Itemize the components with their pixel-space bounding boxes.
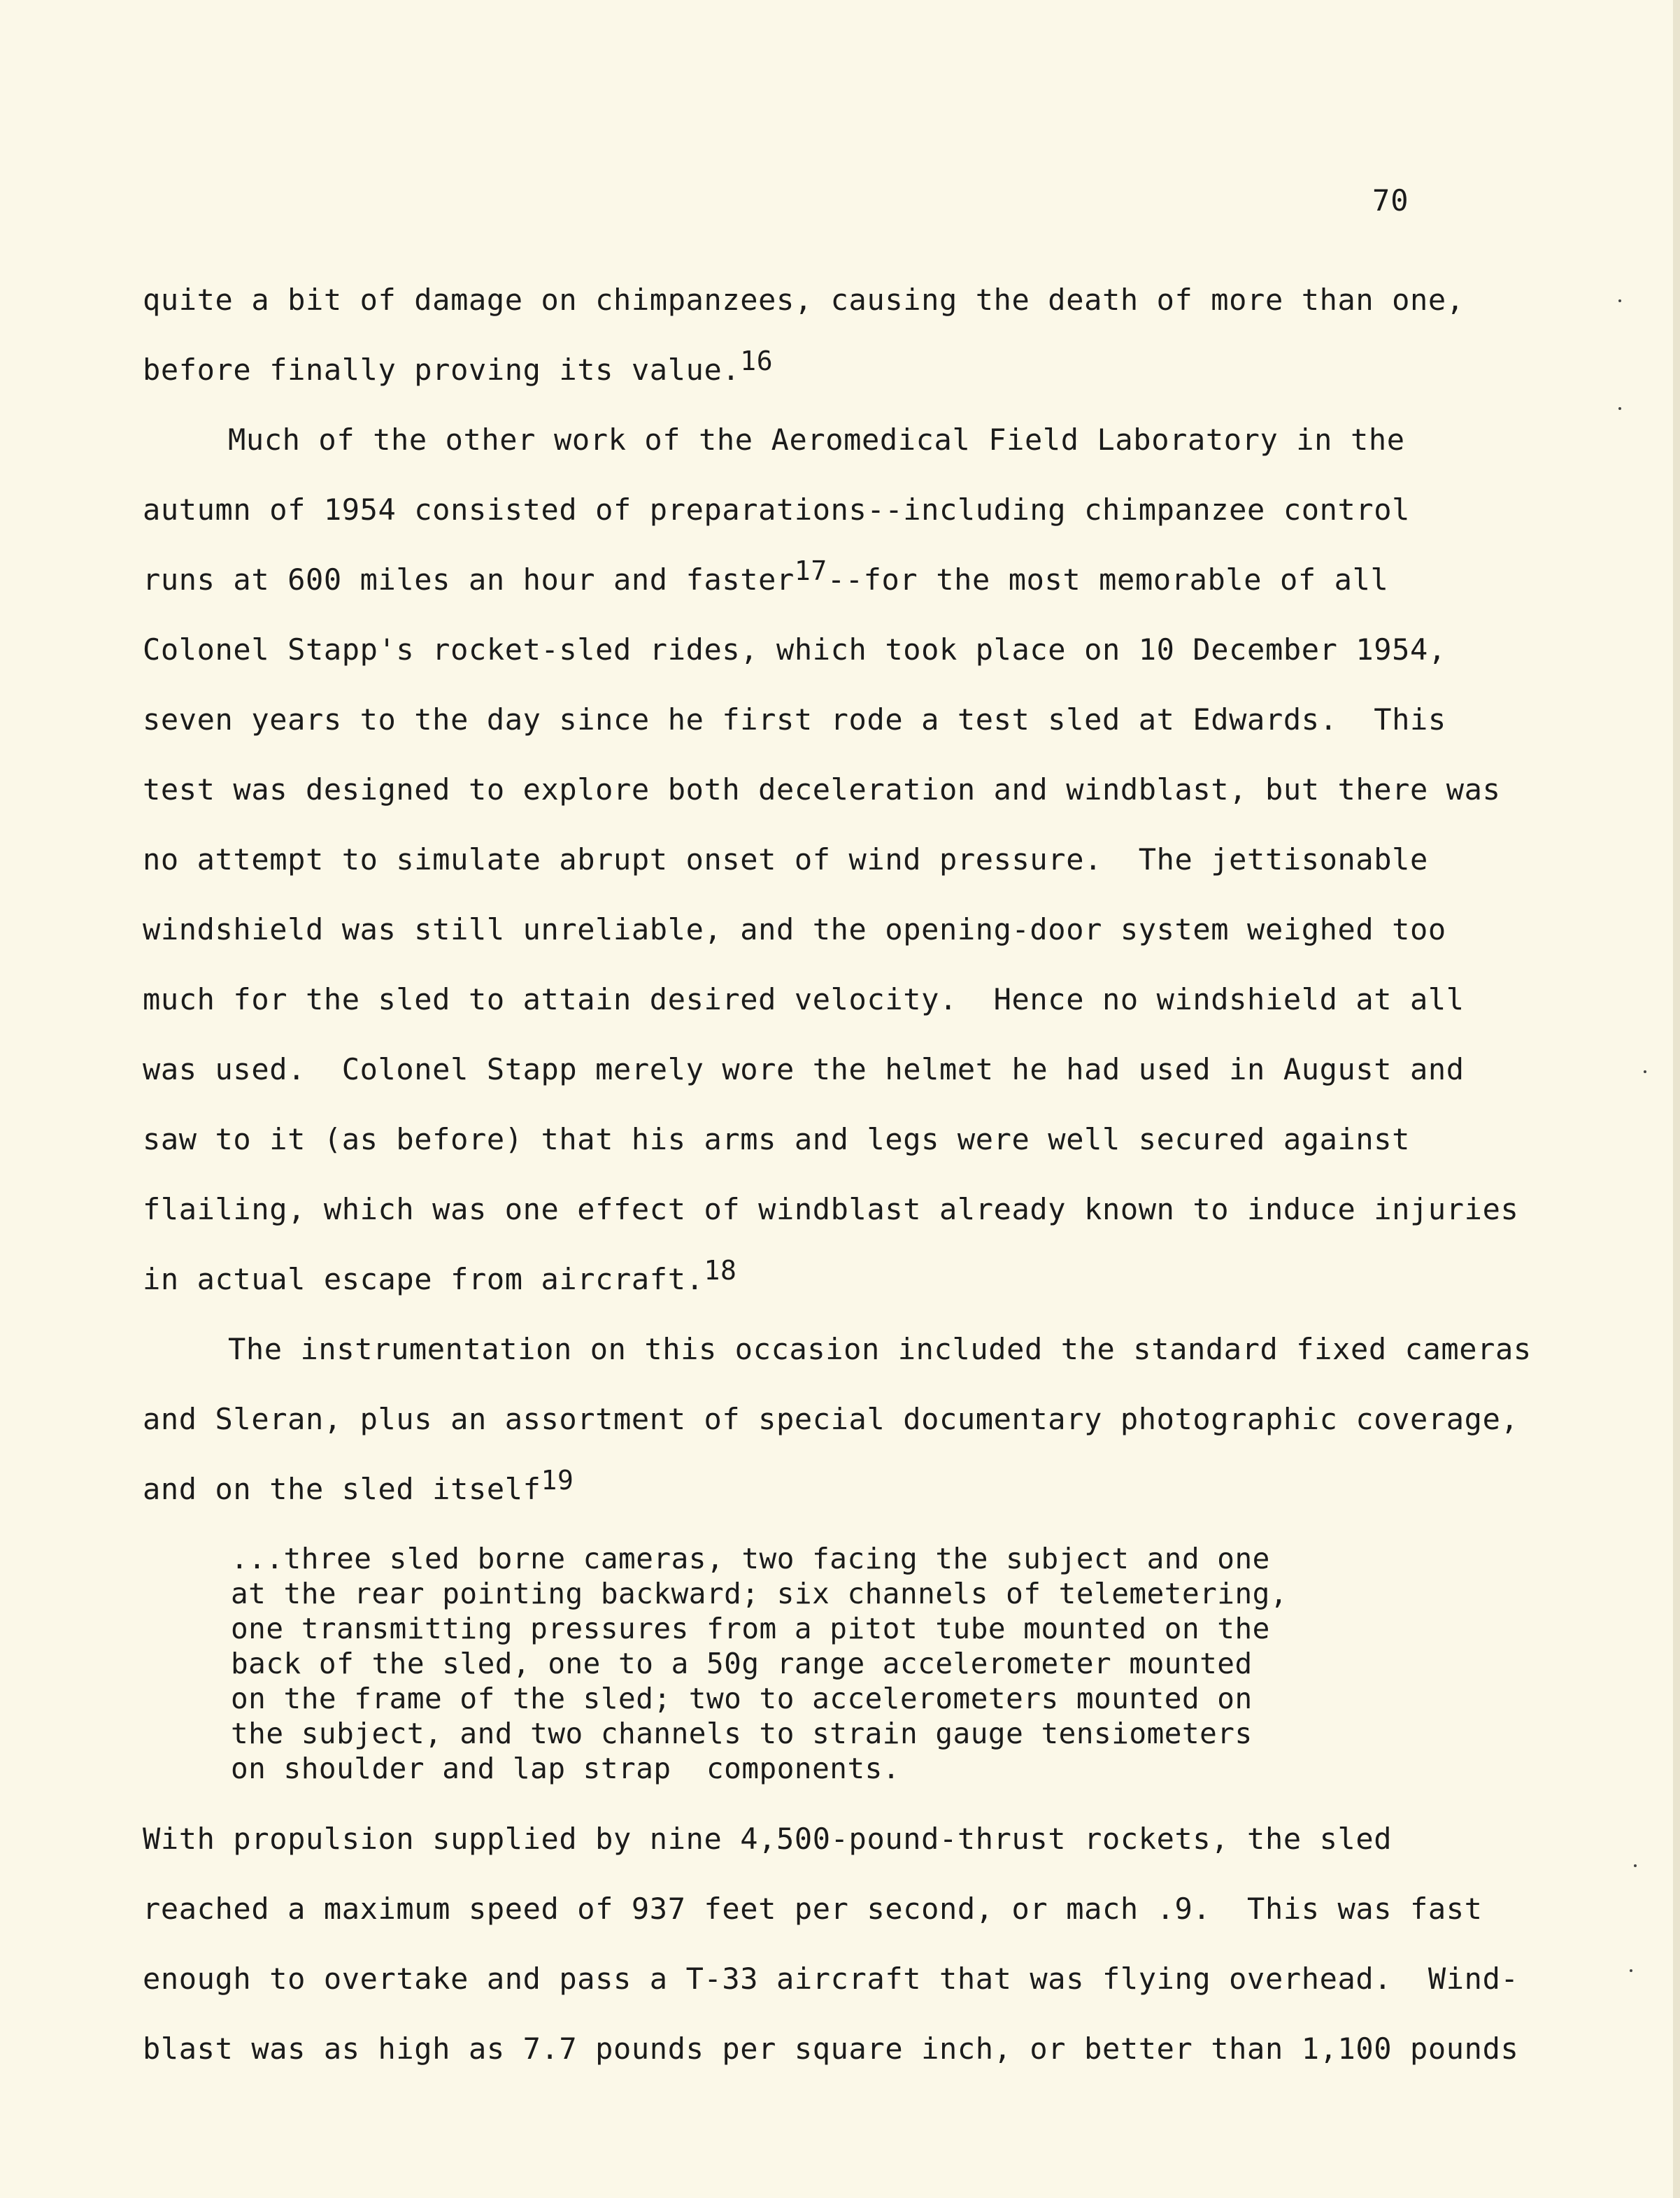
margin-speck (1618, 299, 1621, 302)
text-line: reached a maximum speed of 937 feet per second, or mach .9. This was fast (143, 1892, 1483, 1926)
blockquote-line: one transmitting pressures from a pitot tube mounted on the (231, 1612, 1270, 1645)
blockquote-line: at the rear pointing backward; six channels of telemetering, (231, 1577, 1288, 1610)
text-line: in actual escape from aircraft.$^{18}$ (143, 1255, 737, 1296)
blockquote-line: on the frame of the sled; two to accelerometers mounted on (231, 1682, 1253, 1715)
margin-speck (1618, 407, 1621, 410)
text-line: was used. Colonel Stapp merely wore the helmet he had used in August and (143, 1052, 1465, 1086)
text-line: flailing, which was one effect of windblast already known to induce injuries (143, 1192, 1519, 1226)
text-line: With propulsion supplied by nine 4,500-pound-thrust rockets, the sled (143, 1822, 1393, 1856)
text-line: before finally proving its value.$^{16}$ (143, 346, 774, 387)
text-line: enough to overtake and pass a T-33 aircraft that was flying overhead. Wind- (143, 1962, 1519, 1996)
text-line: saw to it (as before) that his arms and legs were well secured against (143, 1122, 1411, 1156)
margin-speck (1644, 1070, 1646, 1073)
text-line: blast was as high as 7.7 pounds per square inch, or better than 1,100 pounds (143, 2032, 1519, 2066)
text-line: test was designed to explore both deceleration and windblast, but there was (143, 772, 1501, 807)
text-line: and Sleran, plus an assortment of special documentary photographic coverage, (143, 1402, 1519, 1436)
text-line: windshield was still unreliable, and the opening-door system weighed too (143, 912, 1446, 946)
text-line: much for the sled to attain desired velocity. Hence no windshield at all (143, 982, 1465, 1016)
blockquote-line: ...three sled borne cameras, two facing the subject and one (231, 1542, 1270, 1575)
text-line: runs at 600 miles an hour and faster$^{17}$--for the most memorable of all (143, 555, 1389, 597)
margin-speck (1634, 1864, 1637, 1867)
footnote-ref: 19 (541, 1465, 574, 1496)
footnote-ref: 18 (704, 1255, 737, 1286)
page-edge (1673, 0, 1680, 2198)
footnote-ref: 17 (794, 555, 827, 586)
text-line: quite a bit of damage on chimpanzees, causing the death of more than one, (143, 283, 1465, 317)
paragraph-start: Much of the other work of the Aeromedical Field Laboratory in the (228, 423, 1405, 457)
margin-speck (1630, 1969, 1632, 1972)
blockquote-line: on shoulder and lap strap components. (231, 1752, 900, 1785)
text-line: autumn of 1954 consisted of preparations--including chimpanzee control (143, 492, 1411, 527)
paragraph-start: The instrumentation on this occasion included the standard fixed cameras (228, 1332, 1532, 1366)
page-number: 70 (1372, 183, 1409, 218)
footnote-ref: 16 (740, 346, 774, 376)
text-line: Colonel Stapp's rocket-sled rides, which took place on 10 December 1954, (143, 632, 1446, 667)
blockquote-line: the subject, and two channels to strain gauge tensiometers (231, 1717, 1253, 1750)
text-line: seven years to the day since he first rode a test sled at Edwards. This (143, 702, 1446, 737)
text-line: and on the sled itself$^{19}$ (143, 1465, 574, 1506)
text-line: no attempt to simulate abrupt onset of wind pressure. The jettisonable (143, 842, 1428, 877)
blockquote-line: back of the sled, one to a 50g range accelerometer mounted (231, 1647, 1253, 1680)
